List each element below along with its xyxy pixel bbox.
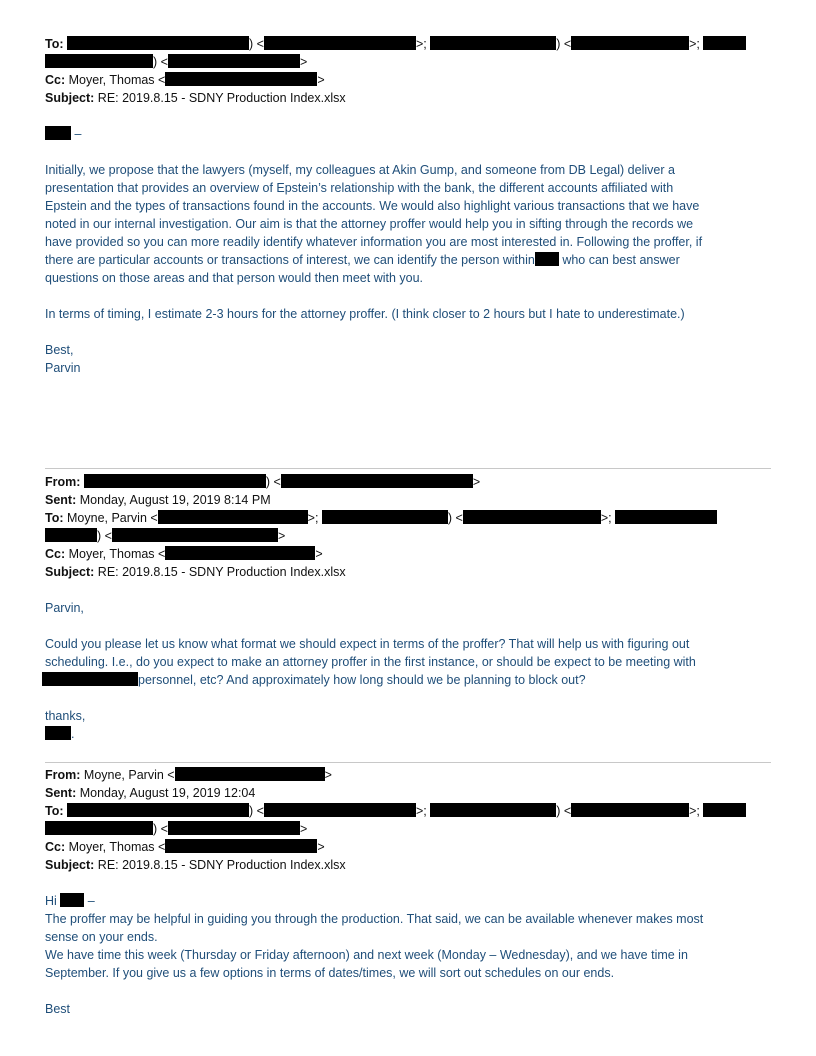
msg1-signature: Parvin xyxy=(45,361,81,375)
greeting-dash: – xyxy=(74,127,82,141)
msg2-body-line: scheduling. I.e., do you expect to make an attorney proffer in the first instance, or should be expect to be meeting with xyxy=(45,655,696,669)
redaction xyxy=(112,528,278,542)
redaction xyxy=(60,893,84,907)
from-label: From: xyxy=(45,475,81,489)
to-label: To: xyxy=(45,511,64,525)
msg1-body-line: noted in our internal investigation. Our aim is that the attorney proffer would help you in sifting through the records we xyxy=(45,217,694,231)
redaction xyxy=(42,672,138,686)
to-value: Moyne, Parvin < xyxy=(67,511,158,525)
body-text: there are particular accounts or transactions of interest, we can identify the person within xyxy=(45,253,535,267)
cc-label: Cc: xyxy=(45,547,66,561)
msg1-body-line: questions on those areas and that person would then meet with you. xyxy=(45,271,424,285)
from-value: Moyne, Parvin < xyxy=(83,768,175,782)
message-divider xyxy=(45,468,771,469)
msg3-to-line-cont: ) < > xyxy=(45,820,307,838)
redaction xyxy=(703,803,746,817)
body-text: personnel, etc? And approximately how long should we be planning to block out? xyxy=(138,673,586,687)
msg3-body-line: The proffer may be helpful in guiding you through the production. That said, we can be available whenever makes most xyxy=(45,912,704,926)
redaction xyxy=(463,510,601,524)
msg1-body-line: have provided so you can more readily identify whatever information you are most interested in. Following the proffer, if xyxy=(45,235,703,249)
msg2-to-line-cont: ) < > xyxy=(45,527,285,545)
to-label: To: xyxy=(45,804,64,818)
subject-value: RE: 2019.8.15 - SDNY Production Index.xlsx xyxy=(97,858,346,872)
redaction xyxy=(430,36,556,50)
msg2-sent-line xyxy=(45,491,271,509)
redaction xyxy=(158,510,308,524)
redaction xyxy=(322,510,448,524)
subject-label: Subject: xyxy=(45,91,95,105)
msg2-to-line: To: Moyne, Parvin < >; ) < >; xyxy=(45,509,717,527)
redaction xyxy=(45,726,71,740)
cc-value: Moyer, Thomas < xyxy=(68,547,166,561)
msg3-from-line: From: Moyne, Parvin < > xyxy=(45,768,332,782)
msg3-signoff: Best xyxy=(45,1002,71,1016)
cc-label: Cc: xyxy=(45,73,66,87)
greeting-hi: Hi xyxy=(45,894,57,908)
redaction xyxy=(615,510,717,524)
redaction xyxy=(45,821,153,835)
msg3-cc-line: Cc: Moyer, Thomas < > xyxy=(45,840,325,854)
msg3-subject-line xyxy=(45,856,346,874)
subject-value: RE: 2019.8.15 - SDNY Production Index.xlsx xyxy=(97,565,346,579)
redaction xyxy=(165,72,317,86)
sent-value: Monday, August 19, 2019 8:14 PM xyxy=(79,493,271,507)
msg2-signature: . xyxy=(45,725,74,743)
redaction xyxy=(45,54,153,68)
msg3-body-line: September. If you give us a few options in terms of dates/times, we will sort out schedules on our ends. xyxy=(45,966,615,980)
msg1-body-line xyxy=(45,251,680,269)
cc-value: Moyer, Thomas < xyxy=(68,840,166,854)
body-text: who can best answer xyxy=(562,253,680,267)
redaction xyxy=(45,126,71,140)
redaction xyxy=(168,821,300,835)
msg2-greeting: Parvin, xyxy=(45,601,84,615)
msg3-body-line: We have time this week (Thursday or Friday afternoon) and next week (Monday – Wednesday), and we have time in xyxy=(45,948,688,962)
subject-label: Subject: xyxy=(45,858,95,872)
sent-value: Monday, August 19, 2019 12:04 xyxy=(79,786,256,800)
msg1-body-line: Initially, we propose that the lawyers (myself, my colleagues at Akin Gump, and someone from DB Legal) deliver a xyxy=(45,163,675,177)
msg2-cc-line: Cc: Moyer, Thomas < > xyxy=(45,547,323,561)
redaction xyxy=(165,546,315,560)
subject-label: Subject: xyxy=(45,565,95,579)
msg2-body-line xyxy=(42,671,586,689)
redaction xyxy=(168,54,300,68)
msg3-to-line: To: ) < >; ) < >; xyxy=(45,802,746,820)
subject-value: RE: 2019.8.15 - SDNY Production Index.xlsx xyxy=(97,91,346,105)
msg1-cc-line: Cc: Moyer, Thomas < > xyxy=(45,73,325,87)
redaction xyxy=(67,36,249,50)
redaction xyxy=(67,803,249,817)
msg1-to-line: To: ) < >; ) < >; xyxy=(45,35,746,53)
redaction xyxy=(430,803,556,817)
redaction xyxy=(165,839,317,853)
sent-label: Sent: xyxy=(45,786,77,800)
msg2-signoff: thanks, xyxy=(45,709,86,723)
redaction xyxy=(571,36,689,50)
redaction xyxy=(571,803,689,817)
msg1-body-line: Epstein and the types of transactions found in the accounts. We would also highlight various transactions that we have xyxy=(45,199,700,213)
redaction xyxy=(264,36,416,50)
msg3-sent-line xyxy=(45,784,255,802)
msg1-signoff: Best, xyxy=(45,343,74,357)
cc-value: Moyer, Thomas < xyxy=(68,73,166,87)
redaction xyxy=(175,767,325,781)
redaction xyxy=(84,474,266,488)
from-label: From: xyxy=(45,768,81,782)
msg3-body-line: sense on your ends. xyxy=(45,930,158,944)
redaction xyxy=(535,252,559,266)
msg1-greeting xyxy=(45,125,81,143)
msg1-subject-line xyxy=(45,89,346,107)
msg1-to-line-cont: ) < > xyxy=(45,53,307,71)
redaction xyxy=(703,36,746,50)
msg2-subject-line xyxy=(45,563,346,581)
redaction xyxy=(264,803,416,817)
cc-label: Cc: xyxy=(45,840,66,854)
msg1-body-line: presentation that provides an overview of Epstein’s relationship with the bank, the different accounts affiliated with xyxy=(45,181,674,195)
msg2-body-line: Could you please let us know what format we should expect in terms of the proffer? That will help us with figuring out xyxy=(45,637,690,651)
redaction xyxy=(281,474,473,488)
to-label: To: xyxy=(45,37,64,51)
sent-label: Sent: xyxy=(45,493,77,507)
redaction xyxy=(45,528,97,542)
msg1-timing: In terms of timing, I estimate 2-3 hours for the attorney proffer. (I think closer to 2 hours but I hate to underestimate.) xyxy=(45,307,685,321)
greeting-dash: – xyxy=(87,894,95,908)
msg3-greeting xyxy=(45,892,95,910)
message-divider xyxy=(45,762,771,763)
msg2-from-line: From: ) < > xyxy=(45,475,481,489)
